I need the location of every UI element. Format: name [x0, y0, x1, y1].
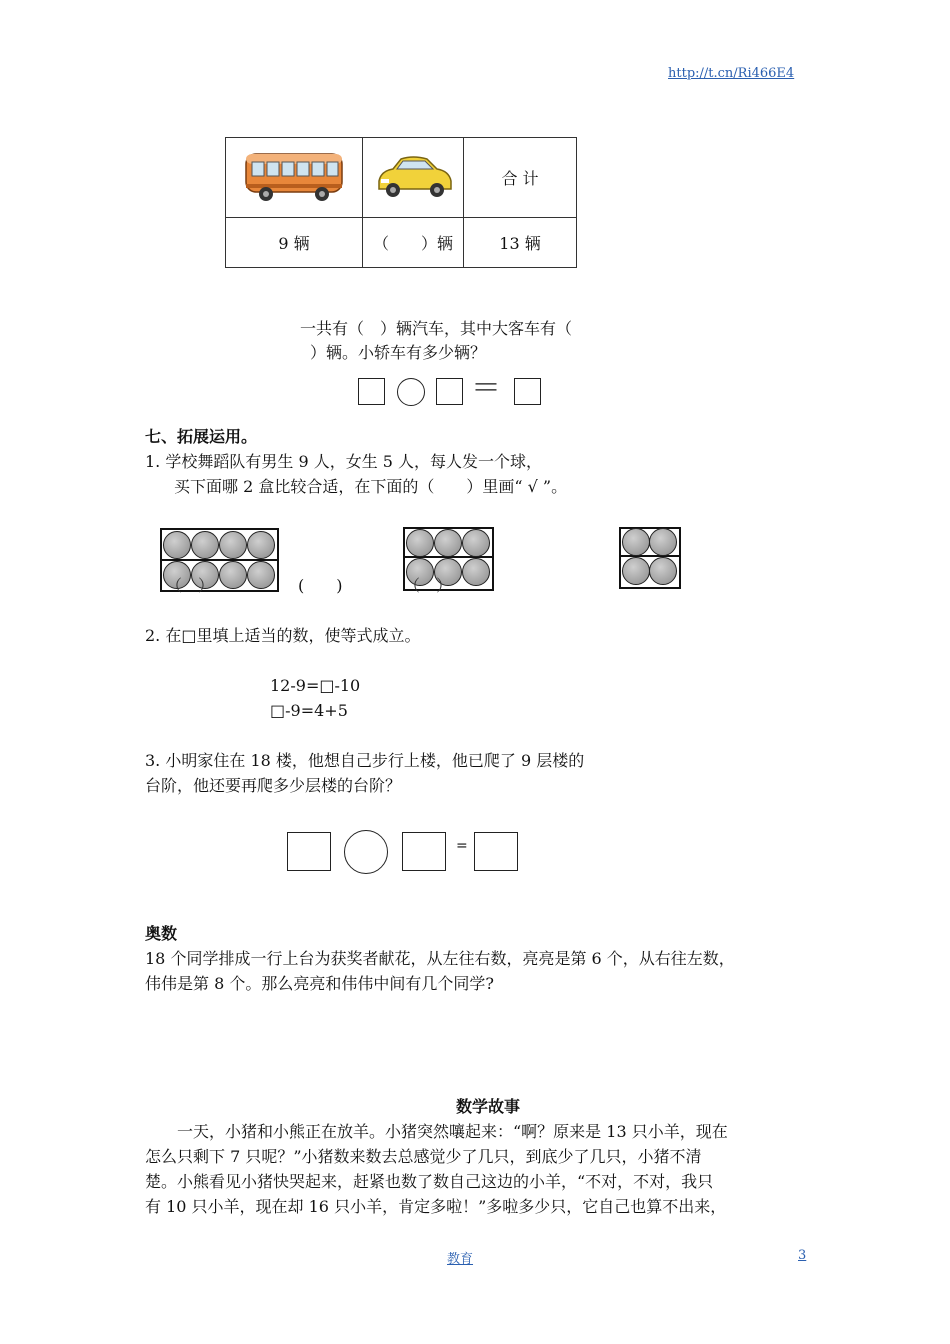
ball: [247, 561, 275, 589]
box-c-answer-paren[interactable]: （ ）: [404, 576, 453, 595]
ball: [219, 561, 247, 589]
q3-equals-sign: =: [456, 838, 468, 854]
ball: [622, 528, 650, 556]
bus-count-cell: 9 辆: [226, 218, 363, 268]
q2-equation-1: 12-9=□-10: [270, 676, 361, 695]
total-header-cell: 合 计: [464, 138, 577, 218]
q3-answer-box-3[interactable]: [474, 832, 518, 871]
q3-operator-circle[interactable]: [344, 830, 388, 874]
ball: [434, 529, 462, 557]
operator-circle[interactable]: [397, 378, 425, 406]
box-a-answer-paren[interactable]: （ ）: [166, 576, 215, 595]
car-count-cell: （ ）辆: [363, 218, 464, 268]
ball: [462, 558, 490, 586]
story-title: 数学故事: [456, 1097, 521, 1116]
equals-sign: ＝: [471, 371, 501, 406]
q3-answer-box-1[interactable]: [287, 832, 331, 871]
box-b-answer-paren[interactable]: ( ): [298, 576, 343, 595]
car-table: [225, 137, 577, 268]
q1-line2: 买下面哪 2 盒比较合适，在下面的（ ）里画“ √ ”。: [174, 477, 568, 496]
ball: [649, 557, 677, 585]
ball-box-four-divider: [619, 555, 679, 557]
ball: [406, 529, 434, 557]
page-number: 3: [798, 1248, 807, 1263]
car-picture-cell: [363, 138, 464, 218]
header-url-link[interactable]: http://t.cn/Ri466E4: [668, 66, 795, 81]
footer-center-link[interactable]: 教育: [447, 1252, 474, 1267]
q3-line1: 3. 小明家住在 18 楼，他想自己步行上楼，他已爬了 9 层楼的: [145, 751, 585, 770]
car-question-line2: ）辆。小轿车有多少辆？: [310, 343, 487, 362]
q3-answer-box-2[interactable]: [402, 832, 446, 871]
car-icon: [371, 151, 455, 201]
q2-equation-2: □-9=4+5: [270, 701, 348, 720]
ball: [191, 531, 219, 559]
section7-title: 七、拓展运用。: [145, 427, 258, 446]
bus-icon: [242, 148, 346, 204]
ball: [219, 531, 247, 559]
olympiad-line1: 18 个同学排成一行上台为获奖者献花，从左往右数，亮亮是第 6 个，从右往左数，: [145, 949, 735, 968]
ball: [462, 529, 490, 557]
story-line1: 一天，小猪和小熊正在放羊。小猪突然嚷起来：“啊？原来是 13 只小羊，现在: [145, 1122, 728, 1141]
q2-text: 2. 在□里填上适当的数，使等式成立。: [145, 626, 421, 645]
ball: [622, 557, 650, 585]
q3-line2: 台阶，他还要再爬多少层楼的台阶？: [145, 776, 402, 795]
bus-picture-cell: [226, 138, 363, 218]
answer-box-2[interactable]: [436, 378, 463, 405]
story-line2: 怎么只剩下 7 只呢？”小猪数来数去总感觉少了几只，到底少了几只，小猪不清: [145, 1147, 702, 1166]
total-count-cell: 13 辆: [464, 218, 577, 268]
olympiad-line2: 伟伟是第 8 个。那么亮亮和伟伟中间有几个同学?: [145, 974, 494, 993]
answer-box-3[interactable]: [514, 378, 541, 405]
story-line4: 有 10 只小羊，现在却 16 只小羊，肯定多啦！”多啦多少只，它自己也算不出来，: [145, 1197, 727, 1216]
car-question-line1: 一共有（ ）辆汽车，其中大客车有（: [300, 319, 573, 338]
ball: [649, 528, 677, 556]
answer-box-1[interactable]: [358, 378, 385, 405]
ball: [247, 531, 275, 559]
olympiad-title: 奥数: [145, 924, 178, 943]
story-line3: 楚。小熊看见小猪快哭起来，赶紧也数了数自己这边的小羊，“不对，不对，我只: [145, 1172, 714, 1191]
ball: [163, 531, 191, 559]
q1-line1: 1. 学校舞蹈队有男生 9 人，女生 5 人，每人发一个球，: [145, 452, 543, 471]
